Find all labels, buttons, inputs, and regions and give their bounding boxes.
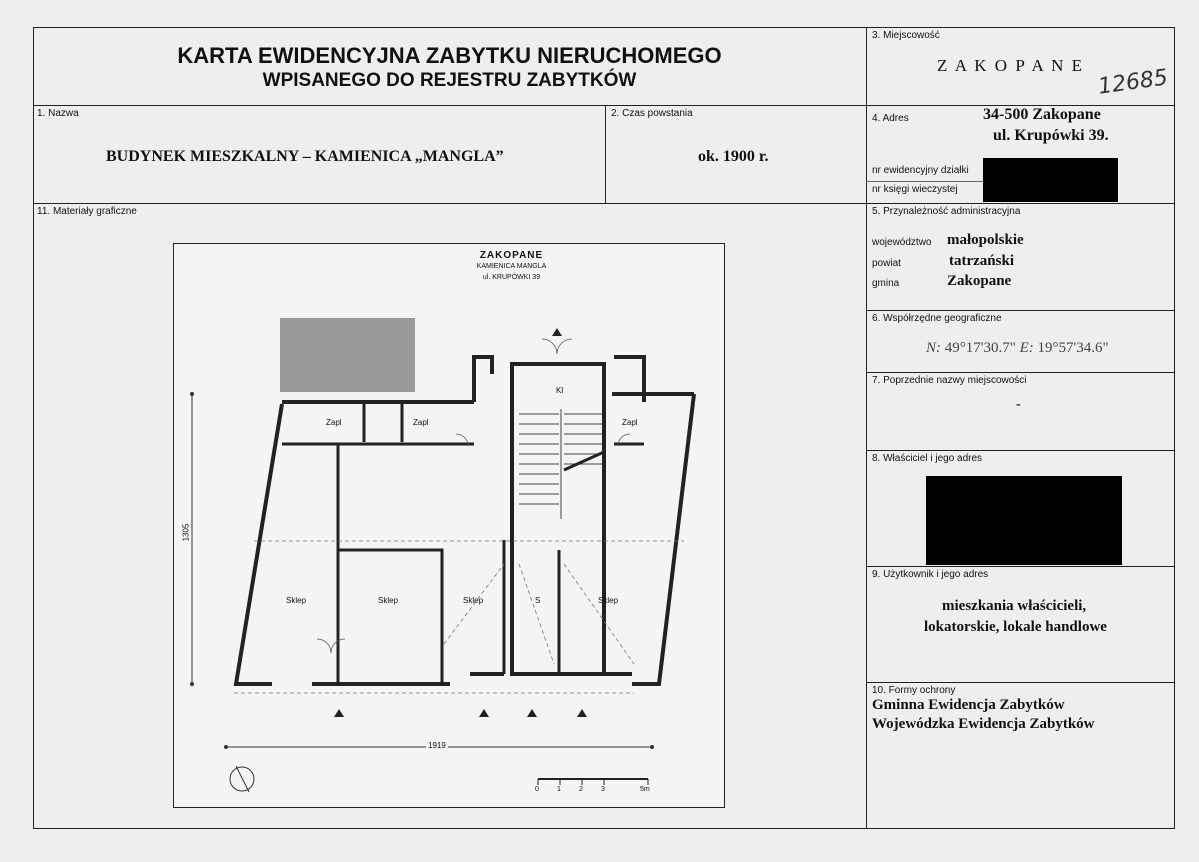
divider-title [33, 105, 866, 106]
room-sklep-2: Sklep [378, 596, 399, 605]
wall-shop2 [338, 550, 442, 684]
materialy-label: 11. Materiały graficzne [37, 206, 137, 217]
czas-value: ok. 1900 r. [698, 148, 769, 165]
poprzednie-label: 7. Poprzednie nazwy miejscowości [872, 375, 1027, 386]
wspolrzedne-label: 6. Współrzędne geograficzne [872, 313, 1002, 324]
redacted-owner-address [926, 476, 1122, 565]
plan-title: ZAKOPANE [479, 250, 544, 261]
nazwa-value: BUDYNEK MIESZKALNY – KAMIENICA „MANGLA” [106, 148, 504, 165]
card-border-top [33, 27, 1175, 28]
wall-right [632, 394, 694, 684]
wall-left [236, 404, 282, 684]
divider-r2 [866, 203, 1175, 204]
miejscowosc-value: Z A K O P A N E [937, 56, 1084, 75]
divider-r4 [866, 372, 1175, 373]
adres-line2: ul. Krupówki 39. [993, 127, 1109, 144]
adres-line1: 34-500 Zakopane [983, 106, 1101, 123]
czas-label: 2. Czas powstania [611, 108, 693, 119]
card-border-bottom [33, 828, 1175, 829]
column-divider [866, 27, 867, 829]
room-sklep-3: Sklep [463, 596, 484, 605]
gmina-label: gmina [872, 278, 900, 289]
room-sklep-1: Sklep [286, 596, 307, 605]
ksiega-label: nr księgi wieczystej [872, 184, 958, 195]
scale-label-3: 3 [601, 786, 605, 793]
dim-width: 1919 [428, 741, 446, 750]
poprzednie-value: - [1016, 397, 1021, 412]
room-s: S [535, 596, 541, 605]
card-title-line1: KARTA EWIDENCYJNA ZABYTKU NIERUCHOMEGO [177, 43, 722, 68]
wojewodztwo-label: województwo [872, 237, 932, 248]
powiat-value: tatrzański [949, 253, 1014, 269]
scale-label-5m: 5m [640, 786, 650, 793]
redacted-parcel-numbers [983, 158, 1118, 202]
coordinates [926, 340, 1109, 357]
adres-label: 4. Adres [872, 113, 909, 124]
uzytkownik-label: 9. Użytkownik i jego adres [872, 569, 989, 580]
divider-name-date [605, 105, 606, 203]
wojewodztwo-value: małopolskie [947, 232, 1024, 248]
ochrona-line1: Gminna Ewidencja Zabytków [872, 697, 1065, 713]
n-value: 49°17'30.7" [944, 340, 1016, 356]
dim-height: 1305 [181, 523, 191, 542]
card-border-left [33, 27, 34, 829]
courtyard-area [280, 318, 415, 392]
divider-name [33, 203, 866, 204]
n-label: N: [926, 340, 941, 356]
gmina-value: Zakopane [947, 273, 1012, 289]
nazwa-label: 1. Nazwa [37, 108, 79, 119]
scale-label-2: 2 [579, 786, 583, 793]
scale-label-1: 1 [557, 786, 561, 793]
card-border-right [1174, 27, 1175, 829]
plan-subtitle2: ul. KRUPÓWKI 39 [482, 274, 541, 281]
wlasciciel-label: 8. Właściciel i jego adres [872, 453, 983, 464]
scale-label-0: 0 [535, 786, 539, 793]
room-sklep-4: Sklep [598, 596, 619, 605]
dzialka-label: nr ewidencyjny działki [872, 165, 969, 176]
room-zapl-1: Zapl [326, 418, 342, 427]
divider-r5 [866, 450, 1175, 451]
e-label: E: [1019, 340, 1034, 356]
divider-r3 [866, 310, 1175, 311]
ochrona-line2: Wojewódzka Ewidencja Zabytków [872, 716, 1095, 732]
divider-r7 [866, 682, 1175, 683]
miejscowosc-label: 3. Miejscowość [872, 30, 940, 41]
card-title-line2: WPISANEGO DO REJESTRU ZABYTKÓW [262, 70, 637, 91]
przynaleznosc-label: 5. Przynależność administracyjna [872, 206, 1021, 217]
uzytkownik-line2: lokatorskie, lokale handlowe [924, 619, 1107, 635]
floor-plan-drawing [174, 244, 724, 807]
powiat-label: powiat [872, 258, 901, 269]
divider-dzialka [866, 181, 984, 182]
divider-r6 [866, 566, 1175, 567]
floor-plan-frame [173, 243, 725, 808]
room-zapl-3: Zapl [622, 418, 638, 427]
room-zapl-2: Zapl [413, 418, 429, 427]
room-kl: Kl [556, 386, 564, 395]
handwritten-number: 12685 [1096, 65, 1170, 100]
wall-stair-left [474, 357, 492, 402]
uzytkownik-line1: mieszkania właścicieli, [942, 598, 1087, 614]
ochrona-label: 10. Formy ochrony [872, 685, 956, 696]
plan-subtitle1: KAMIENICA MANGLA [476, 263, 547, 270]
e-value: 19°57'34.6" [1037, 340, 1109, 356]
